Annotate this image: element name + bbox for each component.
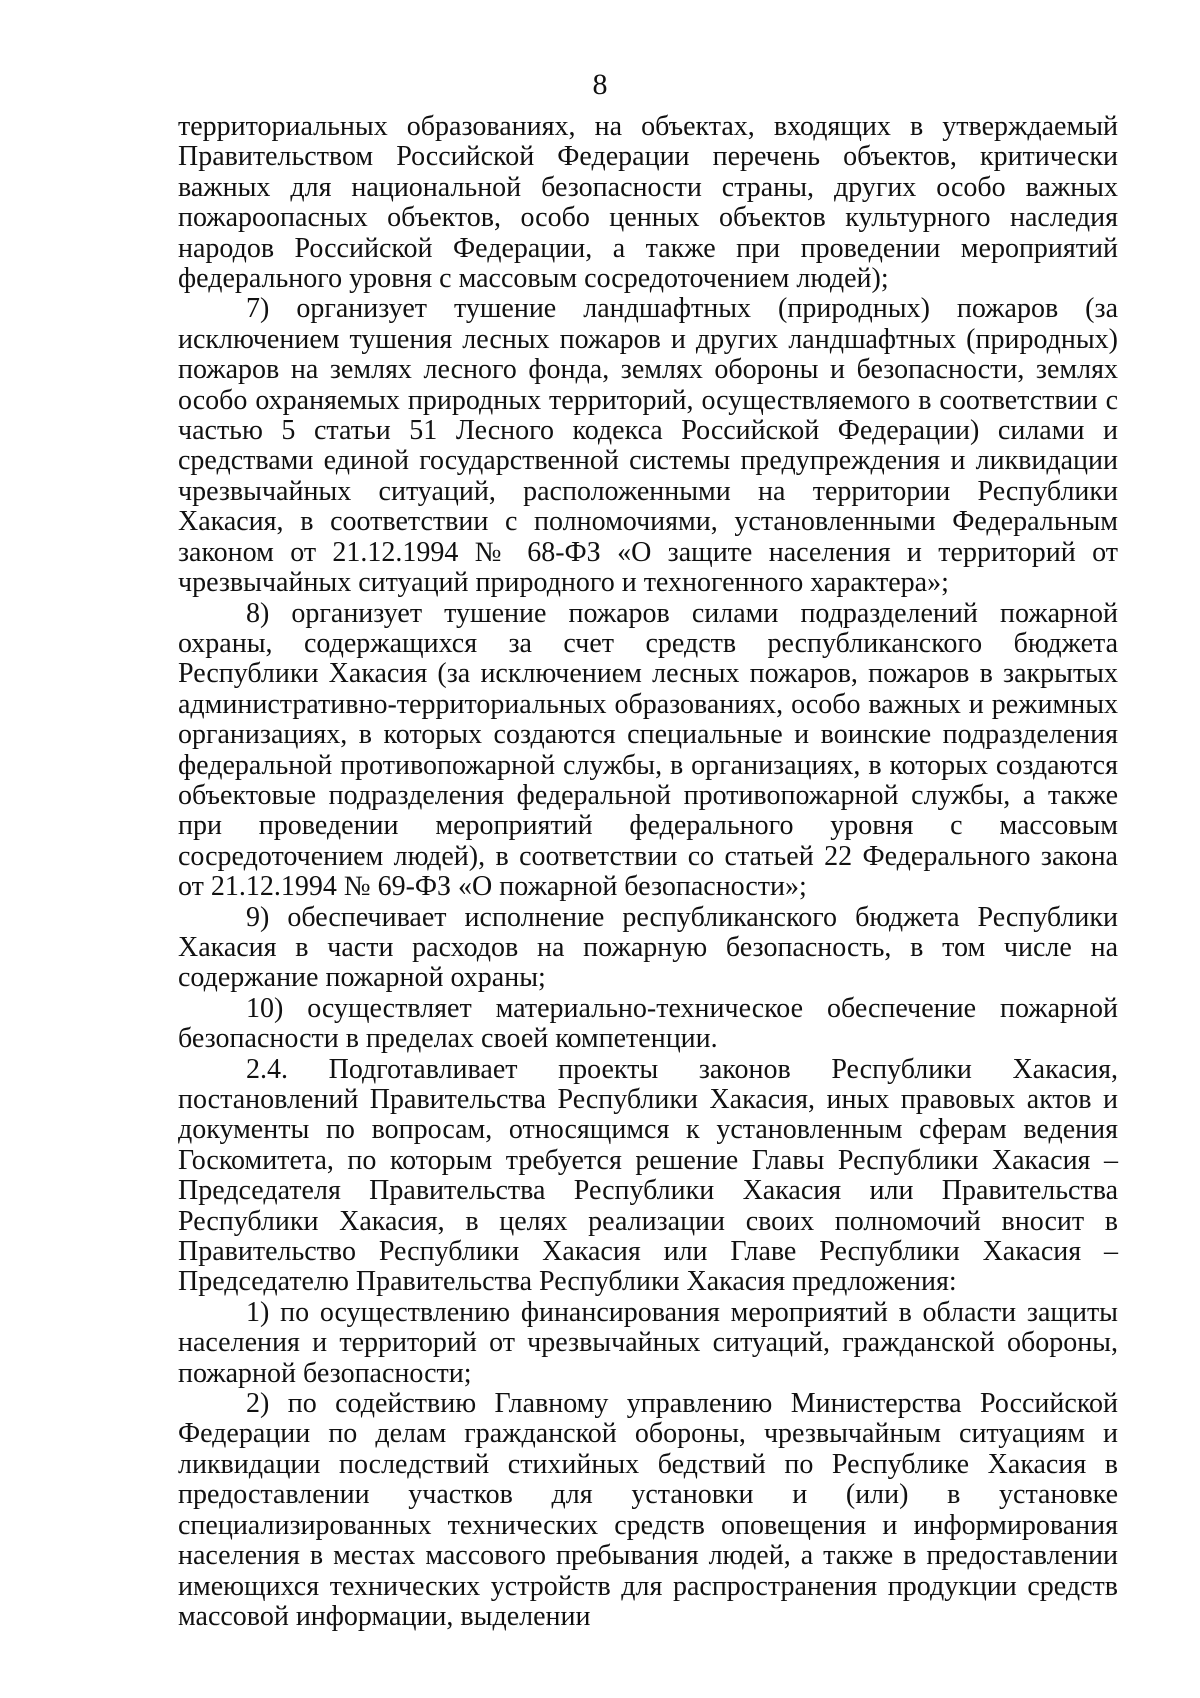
document-body	[178, 112, 1118, 1632]
paragraph-subitem-2: 2) по содействию Главному управлению Министерства Российской Федерации по делам гражданской обороны, чрезвычайным ситуациям и ликвидации последствий стихийных бедствий по Республике Хакасия в предоставлении участков для установки и (или) в установке специализированных технических средств оповещения и информирования населения в местах массового пребывания людей, а также в предоставлении имеющихся технических устройств для распространения продукции средств массовой информации, выделении	[178, 1388, 1118, 1632]
paragraph-continuation: территориальных образованиях, на объектах, входящих в утверждаемый Правительством Российской Федерации перечень объектов, критически важных для национальной безопасности страны, других особо важных пожароопасных объектов, особо ценных объектов культурного наследия народов Российской Федерации, а также при проведении мероприятий федерального уровня с массовым сосредоточением людей);	[178, 111, 1118, 295]
paragraph-item-10: 10) осуществляет материально-техническое обеспечение пожарной безопасности в пределах своей компетенции.	[178, 992, 1118, 1055]
paragraph-item-8: 8) организует тушение пожаров силами подразделений пожарной охраны, содержащихся за счет средств республиканского бюджета Республики Хакасия (за исключением лесных пожаров, пожаров в закрытых административно-территориальных образованиях, особо важных и режимных организациях, в которых создаются специальные и воинские подразделения федеральной противопожарной службы, в организациях, в которых создаются объектовые подразделения федеральной противопожарной службы, а также при проведении мероприятий федерального уровня с массовым сосредоточением людей), в соответствии со статьей 22 Федерального закона от 21.12.1994 № 69-ФЗ «О пожарной безопасности»;	[178, 597, 1118, 903]
page-number: 8	[592, 68, 608, 101]
paragraph-subitem-1: 1) по осуществлению финансирования мероприятий в области защиты населения и территорий от чрезвычайных ситуаций, гражданской обороны, пожарной безопасности;	[178, 1296, 1118, 1389]
paragraph-item-7: 7) организует тушение ландшафтных (природных) пожаров (за исключением тушения лесных пожаров и других ландшафтных (природных) пожаров на землях лесного фонда, землях обороны и безопасности, землях особо охраняемых природных территорий, осуществляемого в соответствии с частью 5 статьи 51 Лесного кодекса Российской Федерации) силами и средствами единой государственной системы предупреждения и ликвидации чрезвычайных ситуаций, расположенными на территории Республики Хакасия, в соответствии с полномочиями, установленными Федеральным законом от 21.12.1994 № 68-ФЗ «О защите населения и территорий от чрезвычайных ситуаций природного и техногенного характера»;	[178, 293, 1118, 599]
paragraph-section-2-4: 2.4. Подготавливает проекты законов Республики Хакасия, постановлений Правительства Республики Хакасия, иных правовых актов и документы по вопросам, относящимся к установленным сферам ведения Госкомитета, по которым требуется решение Главы Республики Хакасия – Председателя Правительства Республики Хакасия или Правительства Республики Хакасия, в целях реализации своих полномочий вносит в Правительство Республики Хакасия или Главе Республики Хакасия – Председателю Правительства Республики Хакасия предложения:	[178, 1053, 1118, 1298]
paragraph-item-9: 9) обеспечивает исполнение республиканского бюджета Республики Хакасия в части расходов на пожарную безопасность, в том числе на содержание пожарной охраны;	[178, 901, 1118, 994]
